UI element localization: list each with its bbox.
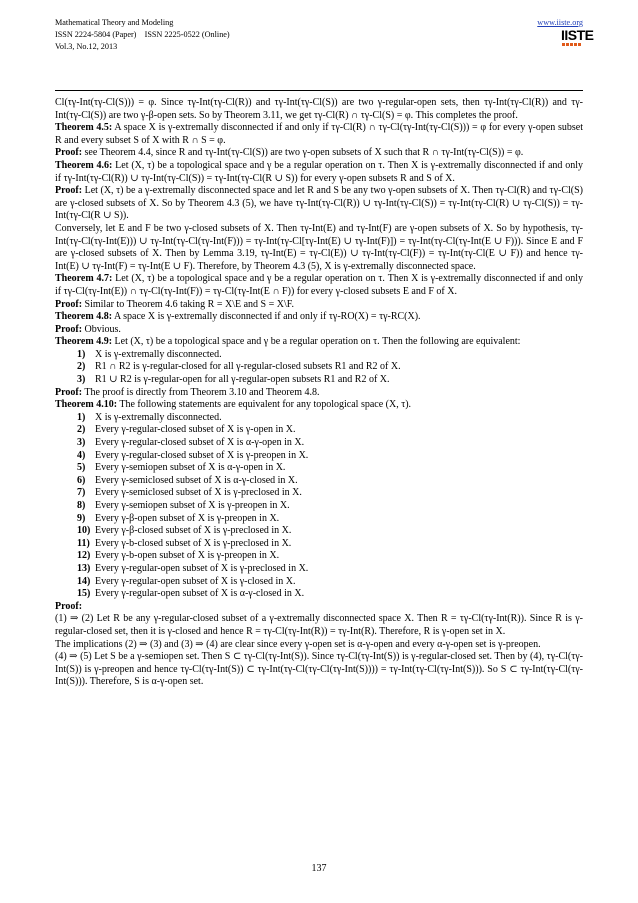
theorem-4-9: Theorem 4.9: Let (X, τ) be a topological space and γ be a regular operation on τ. Then the following are equivalent: xyxy=(55,336,521,348)
label: Proof: xyxy=(55,185,83,197)
journal-issn: ISSN 2224-5804 (Paper) ISSN 2225-0522 (Online) xyxy=(55,30,230,40)
paper-body xyxy=(55,97,583,689)
list-item: 3) Every γ-regular-closed subset of X is α-γ-open in X. xyxy=(77,437,305,449)
label: Proof: xyxy=(55,298,83,310)
list-item: 11) Every γ-b-closed subset of X is γ-preclosed in X. xyxy=(77,537,292,549)
label: Theorem 4.5: xyxy=(55,122,113,134)
list-item: 3) R1 ∪ R2 is γ-regular-open for all γ-regular-open subsets R1 and R2 of X. xyxy=(77,374,390,386)
proof-4-10-label: Proof: xyxy=(55,600,83,612)
list-item: 1) X is γ-extremally disconnected. xyxy=(77,348,222,360)
proof-4-7: Proof: Similar to Theorem 4.6 taking R = X\E and S = X\F. xyxy=(55,298,294,310)
label: Theorem 4.6: xyxy=(55,159,113,171)
list-item: 13) Every γ-regular-open subset of X is γ-preclosed in X. xyxy=(77,562,309,574)
theorem-4-8: Theorem 4.8: A space X is γ-extremally disconnected if and only if τγ-RO(X) = τγ-RC(X). xyxy=(55,311,421,323)
theorem-4-5: Theorem 4.5: A space X is γ-extremally disconnected if and only if τγ-Cl(R) ∩ τγ-Cl(τγ-Int(τγ-Cl(S))) = φ for every γ-open subset R and every subset S of X with R ∩ S = φ. xyxy=(55,122,583,146)
list-item: 10) Every γ-β-closed subset of X is γ-preclosed in X. xyxy=(77,525,292,537)
list-item: 12) Every γ-b-open subset of X is γ-preopen in X. xyxy=(77,550,280,562)
proof-4-5: Proof: see Theorem 4.4, since R and τγ-Int(τγ-Cl(S)) are two γ-open subsets of X such that R ∩ τγ-Int(τγ-Cl(S)) = φ. xyxy=(55,147,524,159)
theorem-4-10-list xyxy=(55,412,583,601)
theorem-4-6: Theorem 4.6: Let (X, τ) be a topological space and γ be a regular operation on τ. Then X is γ-extremally disconnected if and only if τγ-Int(τγ-Cl(R)) ∪ τγ-Int(τγ-Cl(S)) = τγ-Int(τγ-Cl(R ∪ S)) for every γ-open subsets R and S of X. xyxy=(55,159,583,184)
journal-header xyxy=(55,17,594,54)
journal-volume: Vol.3, No.12, 2013 xyxy=(55,42,118,52)
proof-step: (4) ⇒ (5) Let S be a γ-semiopen set. Then S ⊂ τγ-Cl(τγ-Int(S)). Since τγ-Cl(τγ-Int(S)) is γ-regular-closed set. Then by (4), τγ-Cl(τγ-Int(S)) is γ-preopen and hence τγ-Cl(τγ-Int(S)) ⊂ τγ-Int(τγ-Cl(τγ-Cl(τγ-Int(S)))) = τγ-Int(τγ-Cl(τγ-Int(S))). So S ⊂ τγ-Int(τγ-Cl(τγ-Int(S))). Therefore, S is α-γ-open set. xyxy=(55,651,583,688)
list-item: 5) Every γ-semiopen subset of X is α-γ-open in X. xyxy=(77,462,286,474)
proof-4-8: Proof: Obvious. xyxy=(55,323,121,335)
label: Theorem 4.7: xyxy=(55,273,113,285)
list-item: 9) Every γ-β-open subset of X is γ-preopen in X. xyxy=(77,512,280,524)
list-item: 8) Every γ-semiopen subset of X is γ-preopen in X. xyxy=(77,500,290,511)
proof-step: The implications (2) ⇒ (3) and (3) ⇒ (4) are clear since every γ-open set is α-γ-open and every α-γ-open set is γ-preopen. xyxy=(55,638,541,650)
iiste-logo-mark: IISTE xyxy=(561,27,594,43)
list-item: 15) Every γ-regular-open subset of X is α-γ-closed in X. xyxy=(77,588,305,600)
list-item: 2) Every γ-regular-closed subset of X is γ-open in X. xyxy=(77,424,296,436)
label: Proof: xyxy=(55,147,83,159)
list-item: 7) Every γ-semiclosed subset of X is γ-preclosed in X. xyxy=(77,487,302,499)
logo-stripe xyxy=(562,43,582,46)
list-item: 4) Every γ-regular-closed subset of X is γ-preopen in X. xyxy=(77,449,309,461)
proof-4-6-converse: Conversely, let E and F be two γ-closed subsets of X. Then τγ-Int(E) and τγ-Int(F) are γ-open subsets of X. So by hypothesis, τγ-Int(τγ-Cl(τγ-Int(E))) ∪ τγ-Int(τγ-Cl(τγ-Int(F))) = τγ-Int(τγ-Cl[τγ-Int(E) ∪ τγ-Int(F)]) = τγ-Int(τγ-Cl(τγ-Int(E ∪ F))). Since E and F are γ-closed subsets of X. Then by Lemma 3.19, τγ-Int(E) = τγ-Cl(E)) ∪ τγ-Int(τγ-Cl(F)) = τγ-Int(τγ-Cl(E ∪ F)) and hence τγ-Int(E) ∪ τγ-Int(F) = τγ-Int(E ∪ F). Therefore, by Theorem 4.3 (5), X is γ-extremally disconnected space. xyxy=(55,222,583,272)
list-item: 6) Every γ-semiclosed subset of X is α-γ-closed in X. xyxy=(77,474,298,486)
header-divider xyxy=(55,90,583,91)
theorem-4-7: Theorem 4.7: Let (X, τ) be a topological space and γ be a regular operation on τ. Then X is γ-extremally disconnected if and only if τγ-Cl(τγ-Int(E)) ∩ τγ-Cl(τγ-Int(F)) = τγ-Cl(τγ-Int(E ∩ F)) for every γ-closed subsets E and F of X. xyxy=(55,273,583,297)
proof-step: (1) ⇒ (2) Let R be any γ-regular-closed subset of a γ-extremally disconnected space X. Then R = τγ-Cl(τγ-Int(R)). Since R is γ-regular-closed set, then it is γ-closed and hence R = τγ-Cl(τγ-Int(R)) = τγ-Int(R). Therefore, R is γ-open set in X. xyxy=(55,613,583,637)
list-item: 2) R1 ∩ R2 is γ-regular-closed for all γ-regular-closed subsets R1 and R2 of X. xyxy=(77,361,401,373)
label: Theorem 4.10: xyxy=(55,399,118,411)
label: Proof: xyxy=(55,323,83,335)
journal-title: Mathematical Theory and Modeling xyxy=(55,18,174,27)
iiste-logo xyxy=(561,27,594,46)
list-item: 14) Every γ-regular-open subset of X is γ-closed in X. xyxy=(77,575,296,587)
page-number: 137 xyxy=(311,863,327,874)
proof-4-6: Proof: Let (X, τ) be a γ-extremally disconnected space and let R and S be any two γ-open subsets of X. Then τγ-Cl(R) and τγ-Cl(S) are γ-closed subsets of X. So by Theorem 4.3 (5), we have τγ-Int(τγ-Cl(R)) ∪ τγ-Int(τγ-Cl(S)) = τγ-Int(τγ-Cl(R) ∪ τγ-Cl(S)) = τγ-Int(τγ-Cl(R ∪ S)). xyxy=(55,185,583,222)
label: Theorem 4.8: xyxy=(55,311,113,323)
label: Theorem 4.9: xyxy=(55,336,113,348)
proof-4-9: Proof: The proof is directly from Theorem 3.10 and Theorem 4.8. xyxy=(55,386,320,398)
list-item: 1) X is γ-extremally disconnected. xyxy=(77,411,222,423)
label: Proof: xyxy=(55,386,83,398)
paragraph: Cl(τγ-Int(τγ-Cl(S))) = φ. Since τγ-Int(τγ-Cl(R)) and τγ-Int(τγ-Cl(S)) are two γ-regular-open sets, then τγ-Int(τγ-Cl(R)) and τγ-Int(τγ-Cl(S)) are two γ-β-open sets. So by Theorem 3.11, we get τγ-Cl(R) ∩ τγ-Cl(S) = φ. This completes the proof. xyxy=(55,97,583,121)
theorem-4-9-list xyxy=(55,349,583,387)
journal-url-link[interactable]: www.iiste.org xyxy=(537,18,583,27)
theorem-4-10: Theorem 4.10: The following statements are equivalent for any topological space (X, τ). xyxy=(55,399,412,411)
